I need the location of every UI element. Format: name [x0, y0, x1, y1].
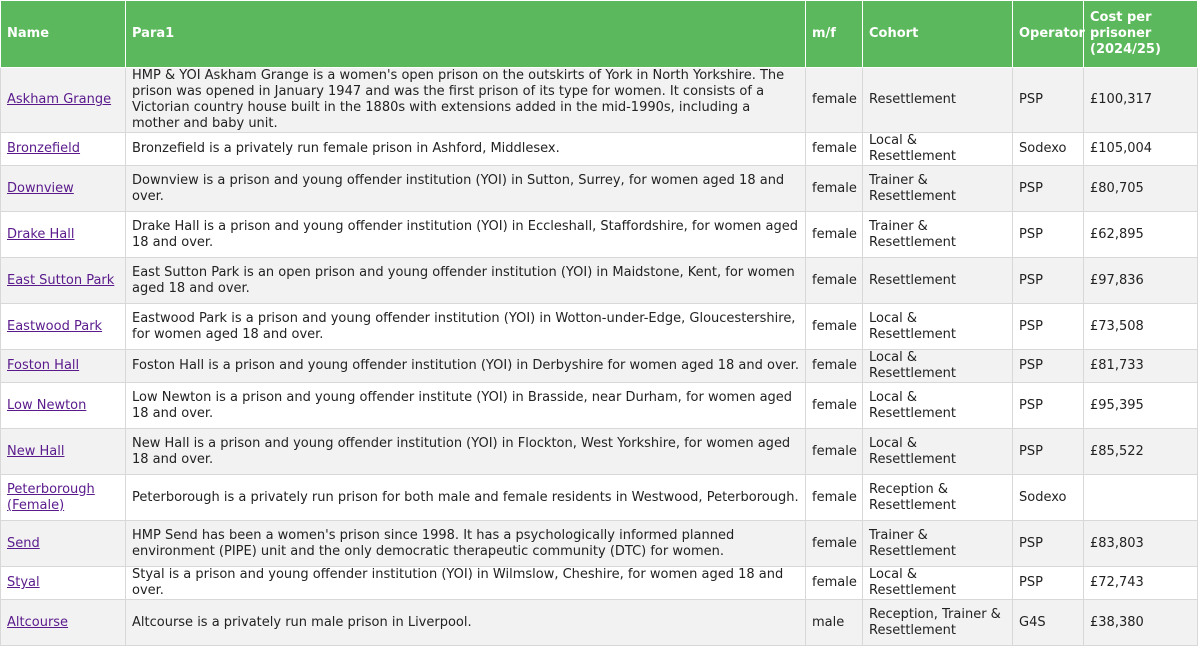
cell-name	[1, 133, 126, 166]
cell-name	[1, 212, 126, 258]
cell-cost: £95,395	[1084, 383, 1198, 429]
table-row	[1, 429, 1198, 475]
cell-cost: £38,380	[1084, 600, 1198, 646]
table-header-row	[1, 1, 1198, 68]
prison-name-link[interactable]: Send	[7, 535, 40, 551]
cell-operator: Sodexo	[1013, 475, 1084, 521]
cell-para1: Peterborough is a privately run prison for both male and female residents in Westwood, Peterborough.	[126, 475, 806, 521]
prison-name-link[interactable]: Bronzefield	[7, 141, 81, 156]
cell-cost: £62,895	[1084, 212, 1198, 258]
header-cost[interactable]: Cost per prisoner (2024/25)	[1084, 1, 1198, 68]
prison-name-link[interactable]: Askham Grange	[7, 92, 112, 107]
cell-cost: £100,317	[1084, 68, 1198, 133]
cell-cohort: Resettlement	[863, 68, 1013, 133]
cell-cost: £72,743	[1084, 567, 1198, 600]
cell-cost: £81,733	[1084, 350, 1198, 383]
cell-operator: PSP	[1013, 521, 1084, 567]
cell-name	[1, 567, 126, 600]
cell-cost: £80,705	[1084, 166, 1198, 212]
cell-mf: male	[806, 600, 863, 646]
prison-name-link[interactable]: Peterborough (Female)	[7, 481, 95, 513]
cell-operator: PSP	[1013, 383, 1084, 429]
prison-name-link[interactable]: Downview	[7, 180, 74, 196]
cell-name	[1, 304, 126, 350]
table-row	[1, 258, 1198, 304]
table-row	[1, 521, 1198, 567]
cell-para1: Drake Hall is a prison and young offender institution (YOI) in Eccleshall, Staffordshire, for women aged 18 and over.	[126, 212, 806, 258]
table-row	[1, 600, 1198, 646]
cell-cost	[1084, 475, 1198, 521]
cell-name	[1, 68, 126, 133]
cell-cohort: Trainer & Resettlement	[863, 521, 1013, 567]
cell-operator: PSP	[1013, 350, 1084, 383]
cell-para1: Styal is a prison and young offender institution (YOI) in Wilmslow, Cheshire, for women aged 18 and over.	[126, 567, 806, 600]
cell-name	[1, 383, 126, 429]
cell-name	[1, 600, 126, 646]
cell-cohort: Local & Resettlement	[863, 567, 1013, 600]
cell-cost: £73,508	[1084, 304, 1198, 350]
cell-operator: G4S	[1013, 600, 1084, 646]
table-row	[1, 383, 1198, 429]
cell-cohort: Trainer & Resettlement	[863, 166, 1013, 212]
cell-mf: female	[806, 304, 863, 350]
cell-para1: New Hall is a prison and young offender institution (YOI) in Flockton, West Yorkshire, for women aged 18 and over.	[126, 429, 806, 475]
cell-cohort: Local & Resettlement	[863, 133, 1013, 166]
header-operator[interactable]: Operator	[1013, 1, 1084, 68]
table-row	[1, 475, 1198, 521]
cell-cost: £97,836	[1084, 258, 1198, 304]
cell-operator: PSP	[1013, 567, 1084, 600]
cell-para1: Eastwood Park is a prison and young offender institution (YOI) in Wotton-under-Edge, Gloucestershire, for women aged 18 and over.	[126, 304, 806, 350]
cell-mf: female	[806, 429, 863, 475]
table-row	[1, 567, 1198, 600]
cell-para1: Altcourse is a privately run male prison in Liverpool.	[126, 600, 806, 646]
table-row	[1, 68, 1198, 133]
cell-mf: female	[806, 212, 863, 258]
cell-name	[1, 166, 126, 212]
cell-para1: Bronzefield is a privately run female prison in Ashford, Middlesex.	[126, 133, 806, 166]
cell-mf: female	[806, 258, 863, 304]
cell-mf: female	[806, 383, 863, 429]
cell-cohort: Local & Resettlement	[863, 383, 1013, 429]
cell-cost: £105,004	[1084, 133, 1198, 166]
cell-cohort: Local & Resettlement	[863, 350, 1013, 383]
table-row	[1, 304, 1198, 350]
table-row	[1, 133, 1198, 166]
cell-cohort: Reception & Resettlement	[863, 475, 1013, 521]
cell-mf: female	[806, 133, 863, 166]
cell-operator: PSP	[1013, 429, 1084, 475]
cell-mf: female	[806, 521, 863, 567]
cell-cohort: Resettlement	[863, 258, 1013, 304]
cell-operator: PSP	[1013, 258, 1084, 304]
cell-mf: female	[806, 166, 863, 212]
header-para1[interactable]: Para1	[126, 1, 806, 68]
cell-name	[1, 258, 126, 304]
cell-para1: East Sutton Park is an open prison and young offender institution (YOI) in Maidstone, Kent, for women aged 18 and over.	[126, 258, 806, 304]
cell-para1: HMP Send has been a women's prison since 1998. It has a psychologically informed planned environment (PIPE) unit and the only democratic therapeutic community (DTC) for women.	[126, 521, 806, 567]
prison-name-link[interactable]: New Hall	[7, 443, 65, 459]
prison-name-link[interactable]: Drake Hall	[7, 226, 75, 242]
table-row	[1, 166, 1198, 212]
header-name[interactable]: Name	[1, 1, 126, 68]
cell-operator: PSP	[1013, 304, 1084, 350]
cell-name	[1, 475, 126, 521]
header-mf[interactable]: m/f	[806, 1, 863, 68]
cell-para1: Downview is a prison and young offender institution (YOI) in Sutton, Surrey, for women aged 18 and over.	[126, 166, 806, 212]
cell-mf: female	[806, 567, 863, 600]
prison-name-link[interactable]: Foston Hall	[7, 358, 80, 373]
cell-cost: £83,803	[1084, 521, 1198, 567]
cell-cohort: Trainer & Resettlement	[863, 212, 1013, 258]
cell-mf: female	[806, 475, 863, 521]
cell-para1: HMP & YOI Askham Grange is a women's open prison on the outskirts of York in North Yorkshire. The prison was opened in January 1947 and was the first prison of its type for women. It consists of a Victorian country house built in the 1880s with extensions added in the mid-1990s, including a mother and baby unit.	[126, 68, 806, 133]
cell-para1: Low Newton is a prison and young offender institute (YOI) in Brasside, near Durham, for women aged 18 and over.	[126, 383, 806, 429]
cell-mf: female	[806, 68, 863, 133]
table-row	[1, 212, 1198, 258]
prison-name-link[interactable]: Eastwood Park	[7, 318, 103, 334]
cell-cohort: Local & Resettlement	[863, 304, 1013, 350]
prison-name-link[interactable]: East Sutton Park	[7, 272, 115, 288]
prison-name-link[interactable]: Styal	[7, 575, 40, 590]
cell-cohort: Local & Resettlement	[863, 429, 1013, 475]
cell-name	[1, 350, 126, 383]
cell-operator: Sodexo	[1013, 133, 1084, 166]
table-row	[1, 350, 1198, 383]
cell-para1: Foston Hall is a prison and young offender institution (YOI) in Derbyshire for women aged 18 and over.	[126, 350, 806, 383]
cell-operator: PSP	[1013, 166, 1084, 212]
cell-cost: £85,522	[1084, 429, 1198, 475]
cell-cohort: Reception, Trainer & Resettlement	[863, 600, 1013, 646]
cell-name	[1, 429, 126, 475]
header-cohort[interactable]: Cohort	[863, 1, 1013, 68]
prison-name-link[interactable]: Low Newton	[7, 397, 87, 413]
cell-name	[1, 521, 126, 567]
cell-operator: PSP	[1013, 212, 1084, 258]
prison-name-link[interactable]: Altcourse	[7, 614, 69, 630]
cell-operator: PSP	[1013, 68, 1084, 133]
cell-mf: female	[806, 350, 863, 383]
